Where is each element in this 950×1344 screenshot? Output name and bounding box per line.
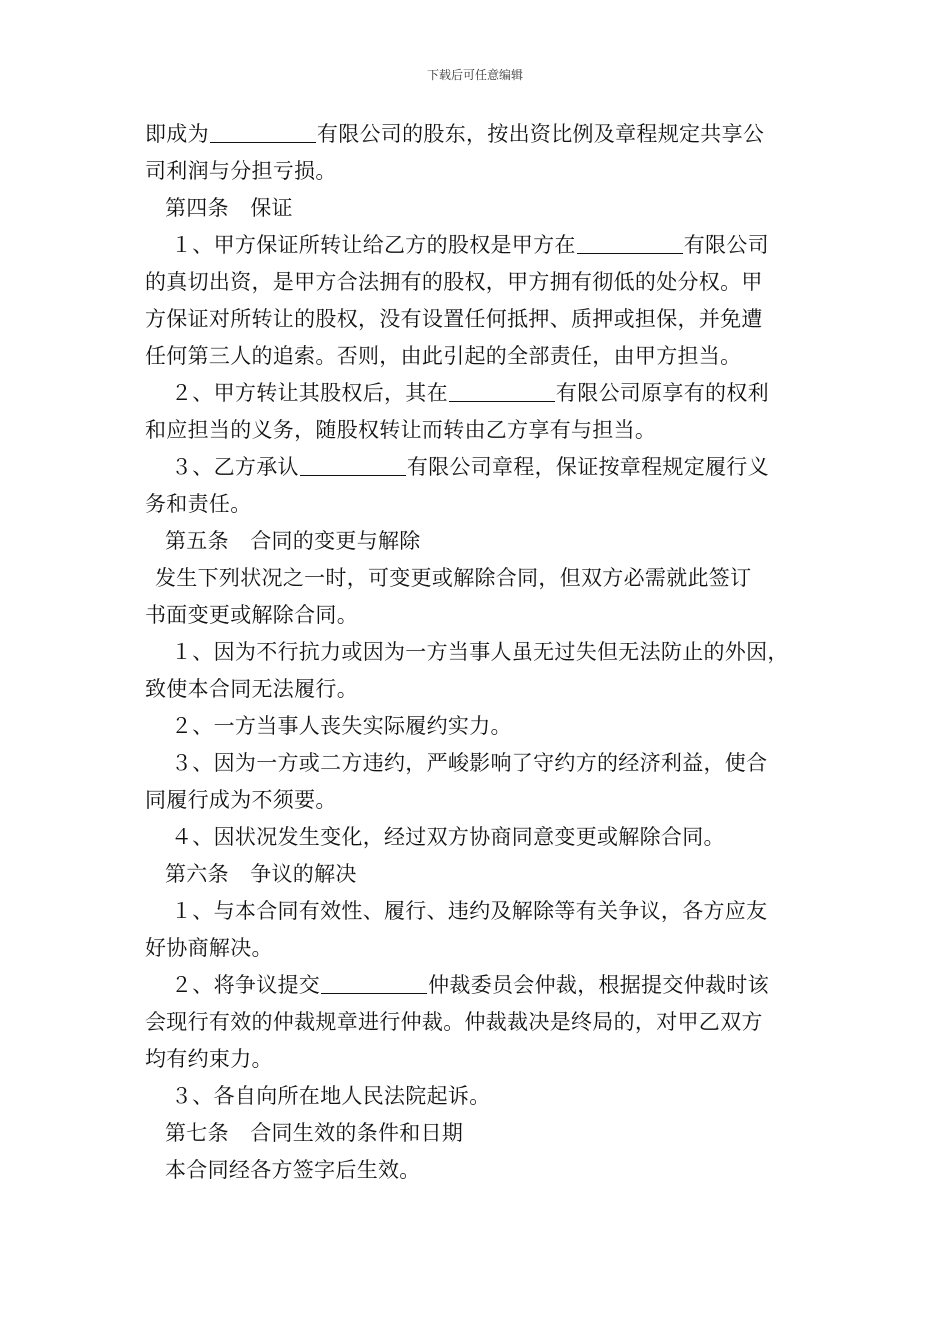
fill-in-blank[interactable] [210, 120, 316, 143]
text-line [145, 190, 810, 226]
text-segment: 第六条 争议的解决 [165, 862, 357, 886]
text-segment: 有限公司原享有的权利 [555, 381, 769, 405]
text-segment: １、因为不行抗力或因为一方当事人虽无过失但无法防止的外因， [171, 640, 789, 664]
fill-in-blank[interactable] [449, 379, 555, 402]
text-line [145, 782, 810, 818]
text-line [145, 1152, 810, 1188]
text-segment: 有限公司章程，保证按章程规定履行义 [406, 455, 769, 479]
document-body [145, 116, 810, 1189]
text-line [145, 301, 810, 337]
text-line [145, 486, 810, 522]
text-line [145, 412, 810, 448]
text-line [145, 116, 810, 152]
text-line [145, 819, 810, 855]
text-segment: 发生下列状况之一时，可变更或解除合同，但双方必需就此签订 [155, 566, 752, 590]
text-segment: １、与本合同有效性、履行、违约及解除等有关争议，各方应友 [171, 899, 768, 923]
text-segment: 第五条 合同的变更与解除 [165, 529, 421, 553]
text-segment: 方保证对所转让的股权，没有设置任何抵押、质押或担保，并免遭 [145, 307, 763, 331]
text-segment: 致使本合同无法履行。 [145, 677, 358, 701]
text-segment: 第四条 保证 [165, 196, 293, 220]
page-header: 下载后可任意编辑 [426, 68, 523, 82]
text-line [145, 930, 810, 966]
text-segment: 任何第三人的追索。否则，由此引起的全部责任，由甲方担当。 [145, 344, 742, 368]
text-segment: ３、乙方承认 [171, 455, 299, 479]
text-line [145, 856, 810, 892]
text-line [145, 449, 810, 485]
text-segment: 司利润与分担亏损。 [145, 159, 337, 183]
text-segment: ４、因状况发生变化，经过双方协商同意变更或解除合同。 [171, 825, 725, 849]
text-segment: 好协商解决。 [145, 936, 273, 960]
text-line [145, 745, 810, 781]
text-line [145, 893, 810, 929]
text-line [145, 967, 810, 1003]
text-segment: 有限公司 [683, 233, 769, 257]
text-segment: １、甲方保证所转让给乙方的股权是甲方在 [171, 233, 576, 257]
text-line [145, 264, 810, 300]
text-line [145, 338, 810, 374]
text-line [145, 153, 810, 189]
text-segment: 会现行有效的仲裁规章进行仲裁。仲裁裁决是终局的，对甲乙双方 [145, 1010, 763, 1034]
text-segment: ２、将争议提交 [171, 973, 321, 997]
text-segment: 书面变更或解除合同。 [145, 603, 358, 627]
text-segment: ２、一方当事人丧失实际履约实力。 [171, 714, 512, 738]
text-line [145, 1004, 810, 1040]
text-line [145, 560, 810, 596]
text-segment: 同履行成为不须要。 [145, 788, 337, 812]
text-line [145, 1115, 810, 1151]
text-segment: 务和责任。 [145, 492, 252, 516]
text-line [145, 523, 810, 559]
text-line [145, 227, 810, 263]
fill-in-blank[interactable] [300, 453, 406, 476]
text-segment: ３、因为一方或二方违约，严峻影响了守约方的经济利益，使合 [171, 751, 768, 775]
fill-in-blank[interactable] [577, 231, 683, 254]
text-line [145, 597, 810, 633]
text-segment: 第七条 合同生效的条件和日期 [165, 1121, 464, 1145]
text-segment: ２、甲方转让其股权后，其在 [171, 381, 448, 405]
text-segment: 本合同经各方签字后生效。 [165, 1158, 421, 1182]
text-line [145, 1078, 810, 1114]
text-line [145, 671, 810, 707]
fill-in-blank[interactable] [321, 971, 427, 994]
text-segment: 即成为 [145, 122, 209, 146]
text-line [145, 634, 810, 670]
text-segment: 有限公司的股东，按出资比例及章程规定共享公 [316, 122, 765, 146]
text-line [145, 375, 810, 411]
text-segment: 的真切出资，是甲方合法拥有的股权，甲方拥有彻低的处分权。甲 [145, 270, 763, 294]
text-segment: 均有约束力。 [145, 1047, 273, 1071]
text-line [145, 1041, 810, 1077]
text-segment: 和应担当的义务，随股权转让而转由乙方享有与担当。 [145, 418, 657, 442]
text-line [145, 708, 810, 744]
text-segment: ３、各自向所在地人民法院起诉。 [171, 1084, 491, 1108]
text-segment: 仲裁委员会仲裁，根据提交仲裁时该 [428, 973, 769, 997]
